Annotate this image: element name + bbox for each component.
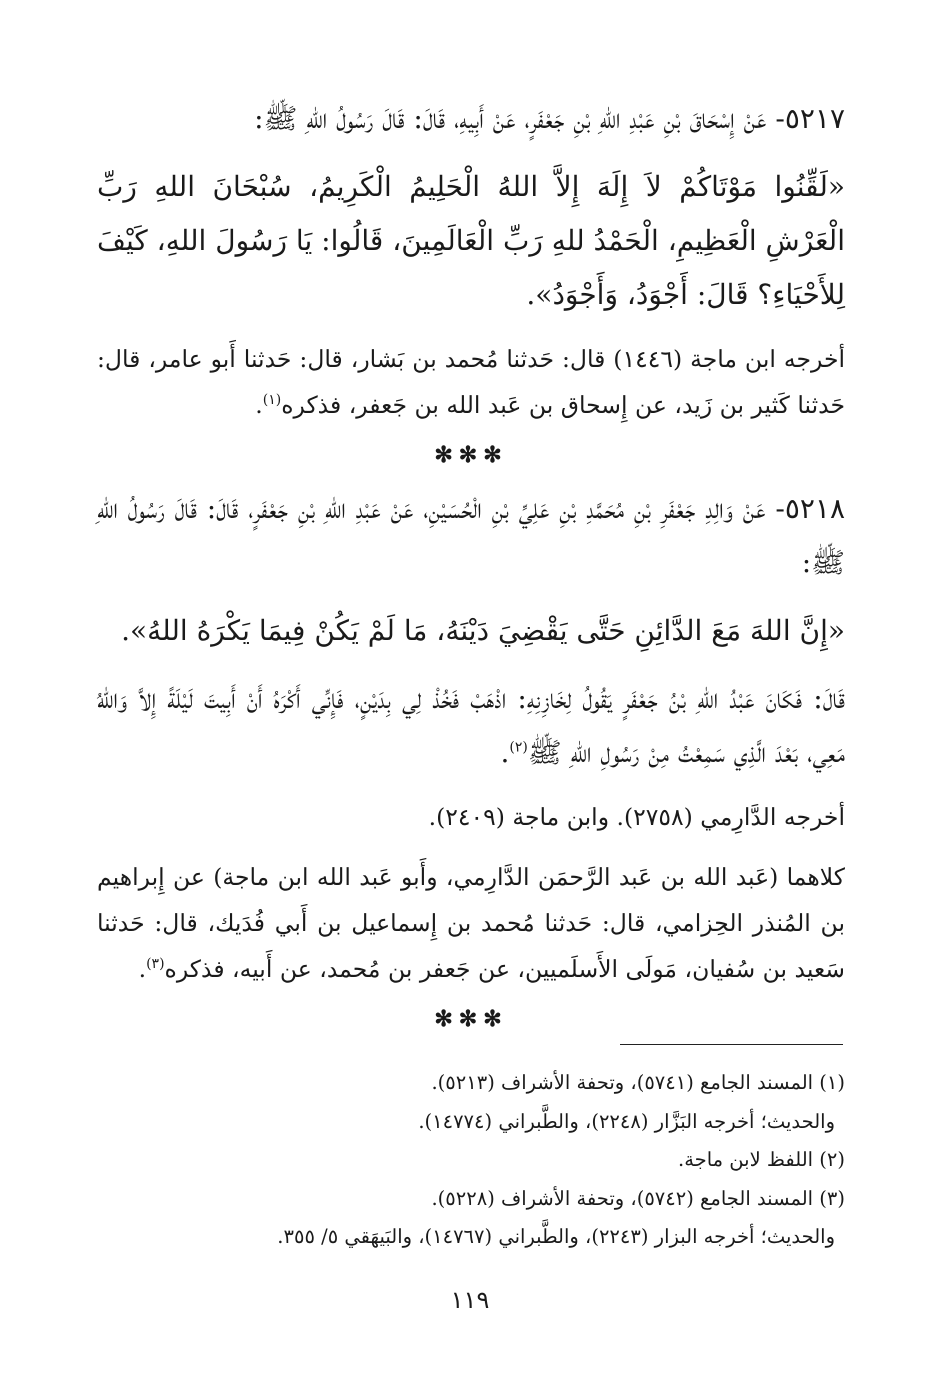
section-separator-2: ✻✻✻ (434, 1006, 508, 1032)
footnote-3: (٣) المسند الجامع (٥٧٤٢)، وتحفة الأشراف (٥٢٢٨). (431, 1186, 845, 1210)
hadith-5218-source-2 (97, 854, 845, 992)
hadith-5218-qala-text: قَالَ: فَكَانَ عَبْدُ اللهِ بْنُ جَعْفَرٍ يَقُولُ لِخَازِنِهِ: اذْهَبْ فَخُذْ لِي بِدَيْنٍ، فَإِنِّي أَكْرَهُ أَنْ أَبِيتَ لَيْلَةً إِلاَّ وَاللهُ مَعِي، بَعْدَ الَّذِي سَمِعْتُ مِنْ رَسُولِ اللهِ ﷺ (97, 682, 845, 769)
hadith-5218-qala (97, 672, 845, 780)
footnote-ref-3[interactable]: (٣) (146, 956, 165, 973)
hadith-5218-matn: «إِنَّ اللهَ مَعَ الدَّائِنِ حَتَّى يَقْضِيَ دَيْنَهُ، مَا لَمْ يَكُنْ فِيمَا يَكْرَهُ اللهُ». (121, 614, 845, 647)
hadith-5217-matn: «لَقِّنُوا مَوْتَاكُمْ لاَ إِلَهَ إِلاَّ اللهُ الْحَلِيمُ الْكَرِيمُ، سُبْحَانَ اللهِ رَبِّ الْعَرْشِ الْعَظِيمِ، الْحَمْدُ للهِ رَبِّ الْعَالَمِينَ، قَالُوا: يَا رَسُولَ اللهِ، كَيْفَ لِلأَحْيَاءِ؟ قَالَ: أَجْوَدُ، وَأَجْوَدُ». (97, 170, 845, 311)
hadith-5218-source-1: أخرجه الدَّارِمي (٢٧٥٨). وابن ماجة (٢٤٠٩). (428, 803, 845, 831)
main-text (97, 92, 845, 1046)
hadith-5218-source-2-end: . (138, 955, 147, 983)
hadith-5218-source-2-text: كلاهما (عَبد الله بن عَبد الرَّحمَن الدَّارِمي، وأَبو عَبد الله ابن ماجة) عن إِبراهيم بن المُنذر الحِزامي، قال: حَدثنا مُحمد بن إِسماعيل بن أَبي فُدَيك، قال: حَدثنا سَعيد بن سُفيان، مَولَى الأَسلَميين، عن جَعفر بن مُحمد، عن أَبيه، فذكره (97, 863, 845, 983)
footnote-ref-1[interactable]: (١) (262, 392, 282, 409)
section-separator: ✻✻✻ (434, 442, 508, 468)
footnotes (97, 1064, 845, 1257)
hadith-5218-isnad: ٥٢١٨- عَنْ وَالِدِ جَعْفَرِ بْنِ مُحَمَّدِ بْنِ عَلِيِّ بْنِ الْحُسَيْنِ، عَنْ عَبْدِ اللهِ بْنِ جَعْفَرٍ، قَالَ: قَالَ رَسُولُ اللهِ ﷺ: (97, 492, 845, 579)
hadith-5217-source-text: أخرجه ابن ماجة (١٤٤٦) قال: حَدثنا مُحمد بن بَشار، قال: حَدثنا أَبو عامر، قال: حَدثنا كَثير بن زَيد، عن إِسحاق بن عَبد الله بن جَعفر، فذكره (97, 345, 845, 419)
hadith-5217-source (97, 336, 845, 428)
footnote-2: (٢) اللفظ لابن ماجة. (678, 1148, 845, 1171)
hadith-5218-qala-end: . (500, 736, 510, 769)
footnote-3-continued: والحديث؛ أخرجه البزار (٢٢٤٣)، والطَّبراني (١٤٧٦٧)، والبَيهَقي ٥/ ٣٥٥. (277, 1225, 835, 1248)
hadith-5217-isnad: ٥٢١٧- عَنْ إِسْحَاقَ بْنِ عَبْدِ اللهِ بْنِ جَعْفَرٍ، عَنْ أَبِيهِ، قَالَ: قَالَ رَسُولُ اللهِ ﷺ: (254, 102, 845, 135)
footnote-ref-2[interactable]: (٢) (509, 739, 528, 756)
page-number: ١١٩ (450, 1286, 490, 1314)
footnote-1: (١) المسند الجامع (٥٧٤١)، وتحفة الأشراف (٥٢١٣). (431, 1071, 845, 1094)
footnote-divider (620, 1044, 843, 1045)
hadith-5217-source-end: . (255, 391, 263, 419)
footnote-1-continued: والحديث؛ أخرجه البَزَّار (٢٢٤٨)، والطَّبراني (١٤٧٧٤). (418, 1109, 835, 1133)
